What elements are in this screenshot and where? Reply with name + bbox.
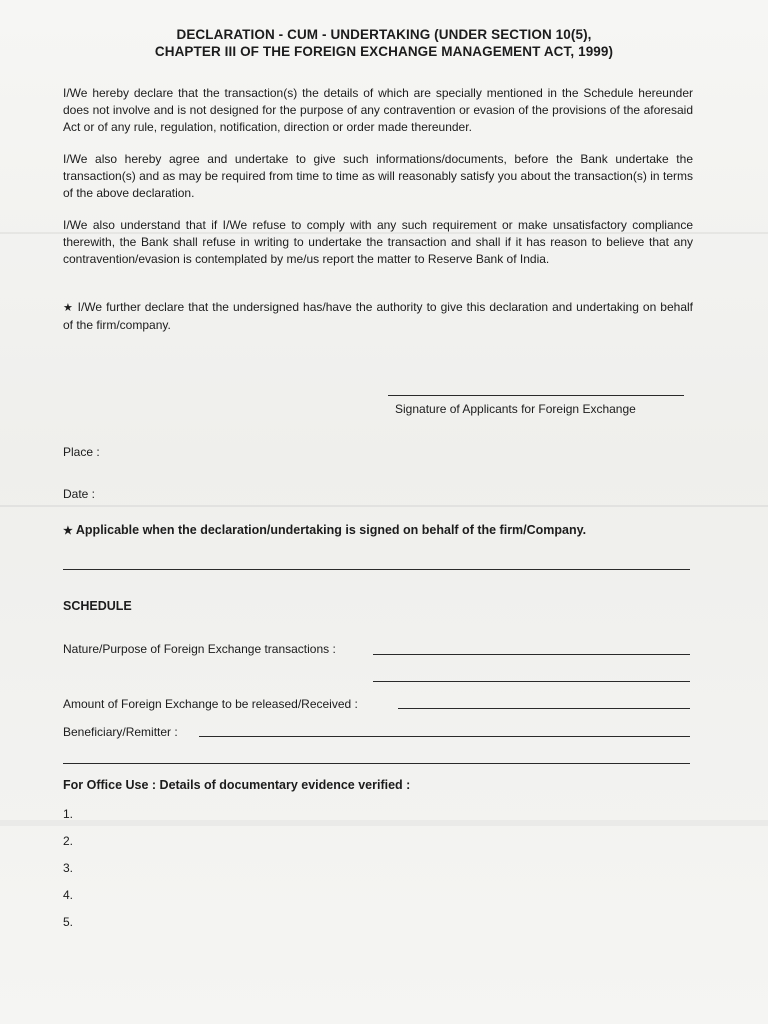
evidence-item: 1.	[63, 807, 74, 821]
place-label: Place :	[63, 445, 100, 459]
star-icon: ★	[63, 525, 73, 537]
nature-purpose-field-continued[interactable]	[373, 681, 690, 682]
amount-field[interactable]	[398, 708, 690, 709]
amount-label: Amount of Foreign Exchange to be released/Received :	[63, 697, 358, 711]
schedule-heading: SCHEDULE	[63, 599, 132, 613]
declaration-paragraph-3: I/We also understand that if I/We refuse to comply with any such requirement or make unsatisfactory compliance therewith, the Bank shall refuse in writing to undertake the transaction and shall if it has reason to believe that any contravention/evasion is contemplated by me/us report the matter to Reserve Bank of India.	[63, 218, 693, 266]
title-line-2: CHAPTER III OF THE FOREIGN EXCHANGE MANAGEMENT ACT, 1999)	[154, 44, 614, 59]
beneficiary-field[interactable]	[199, 736, 690, 737]
star-icon: ★	[63, 302, 74, 314]
declaration-paragraph-4	[63, 299, 693, 334]
title-line-1: DECLARATION - CUM - UNDERTAKING (UNDER SECTION 10(5),	[176, 27, 592, 42]
applicable-note	[63, 523, 586, 537]
applicable-note-text: Applicable when the declaration/undertaking is signed on behalf of the firm/Company.	[75, 523, 587, 537]
office-use-heading: For Office Use : Details of documentary evidence verified :	[63, 778, 411, 792]
nature-purpose-label: Nature/Purpose of Foreign Exchange transactions :	[63, 642, 336, 656]
beneficiary-label: Beneficiary/Remitter :	[63, 725, 178, 739]
paragraph-4-text: I/We further declare that the undersigned has/have the authority to give this declaration and undertaking on behalf of the firm/company.	[63, 300, 693, 332]
signature-label: Signature of Applicants for Foreign Exchange	[395, 402, 636, 416]
nature-purpose-field[interactable]	[373, 654, 690, 655]
evidence-item: 5.	[63, 915, 74, 929]
signature-line[interactable]	[388, 395, 684, 396]
paper-fold	[0, 820, 768, 826]
declaration-paragraph-2: I/We also hereby agree and undertake to give such informations/documents, before the Bank undertake the transaction(s) and as may be required from time to time as will reasonably satisfy you about the transaction(s) in terms of the above declaration.	[63, 152, 693, 200]
paper-fold	[0, 505, 768, 507]
evidence-item: 2.	[63, 834, 74, 848]
section-divider	[63, 569, 690, 570]
evidence-item: 3.	[63, 861, 74, 875]
date-label: Date :	[63, 487, 96, 501]
section-divider	[63, 763, 690, 764]
declaration-paragraph-1: I/We hereby declare that the transaction(s) the details of which are specially mentioned in the Schedule hereunder does not involve and is not designed for the purpose of any contravention or evasion of the provisions of the aforesaid Act or of any rule, regulation, notification, direction or order made thereunder.	[63, 86, 693, 134]
evidence-item: 4.	[63, 888, 74, 902]
